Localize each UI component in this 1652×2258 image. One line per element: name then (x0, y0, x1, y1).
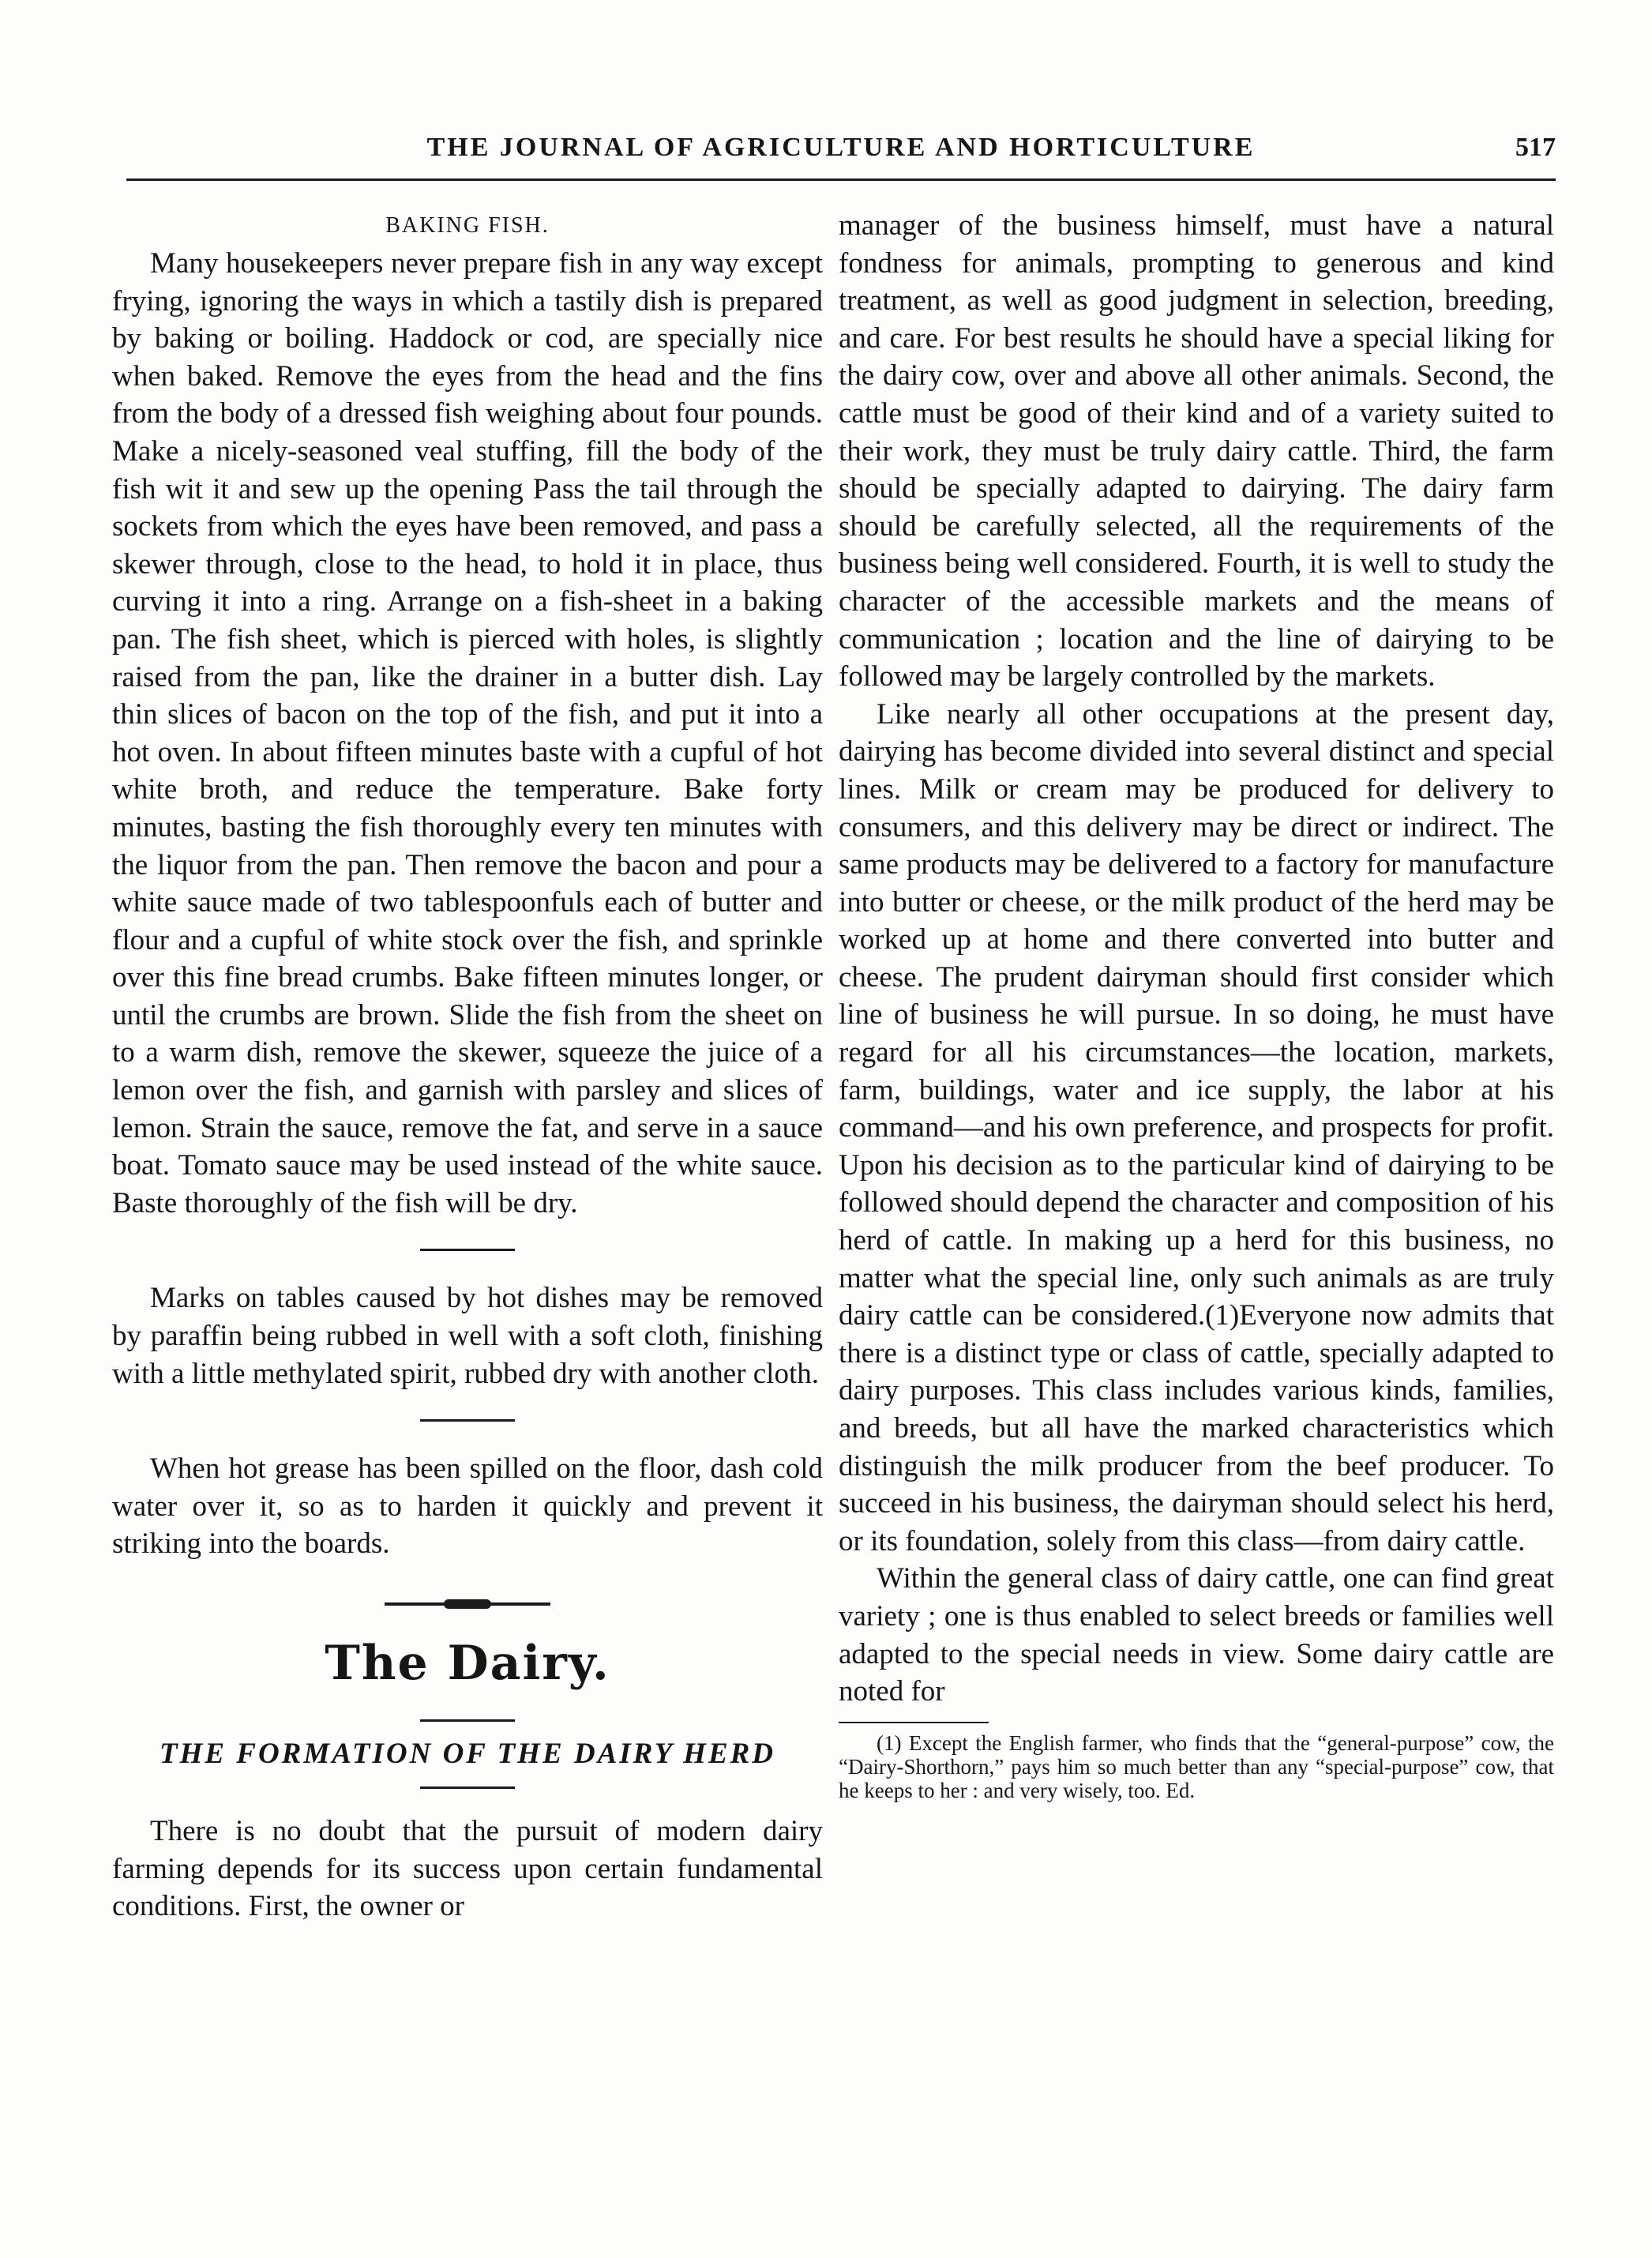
article-intro-paragraph: There is no doubt that the pursuit of modern dairy farming depends for its success upon certain fundamental conditions. First, the owner or (112, 1815, 823, 1923)
right-column (839, 207, 1554, 1802)
baking-fish-paragraph: Many housekeepers never prepare fish in any way except frying, ignoring the ways in which a tastily dish is prepared by baking or boiling. Haddock or cod, are specially nice when baked. Remove the eyes from the head and the fins from the body of a dressed fish weighing about four pounds. Make a nicely-seasoned veal stuffing, fill the body of the fish wit it and sew up the opening Pass the tail through the sockets from which the eyes have been removed, and pass a skewer through, close to the head, to hold it in place, thus curving it into a ring. Arrange on a fish-sheet in a baking pan. The fish sheet, which is pierced with holes, is slightly raised from the pan, like the drainer in a butter dish. Lay thin slices of bacon on the top of the fish, and put it into a hot oven. In about fifteen minutes baste with a cupful of hot white broth, and reduce the temperature. Bake forty minutes, basting the fish thoroughly every ten minutes with the liquor from the pan. Then remove the bacon and pour a white sauce made of two tablespoonfuls each of butter and flour and a cupful of white stock over the fish, and sprinkle over this fine bread crumbs. Bake fifteen minutes longer, or until the crumbs are brown. Slide the fish from the sheet on to a warm dish, remove the skewer, squeeze the juice of a lemon over the fish, and garnish with parsley and slices of lemon. Strain the sauce, remove the fat, and serve in a sauce boat. Tomato sauce may be used instead of the white sauce. Baste thoroughly of the fish will be dry. (112, 247, 823, 1219)
header-rule (126, 178, 1556, 181)
article-paragraph: Like nearly all other occupations at the present day, dairying has become divided into several distinct and special lines. Milk or cream may be produced for delivery to consumers, and this delivery may be direct or indirect. The same products may be delivered to a factory for manufacture into butter or cheese, or the milk product of the herd may be worked up at home and there converted into butter and cheese. The prudent dairyman should first consider which line of business he will pursue. In so doing, he must have regard for all his circumstances—the location, markets, farm, buildings, water and ice supply, the labor at his command—and his own preference, and prospects for profit. Upon his decision as to the particular kind of dairying to be followed should depend the character and composition of his herd of cattle. In making up a herd for this business, no matter what the special line, only such animals as are truly dairy cattle can be considered.(1)Everyone now admits that there is a distinct type or class of cattle, specially adapted to dairy purposes. This class includes various kinds, families, and breeds, but all have the marked characteristics which distinguish the milk producer from the beef producer. To succeed in his business, the dairyman should select his herd, or its foundation, solely from this class—from dairy cattle. (839, 697, 1554, 1557)
article-title: THE FORMATION OF THE DAIRY HERD (159, 1738, 776, 1770)
page-number: 517 (1515, 133, 1556, 162)
running-header (126, 125, 1556, 180)
left-column (112, 207, 823, 1925)
footnote: (1) Except the English farmer, who finds that the “general-purpose” cow, the “Dairy-Shorthorn,” pays him so much better than any “special-purpose” cow, that he keeps to her : and very wisely, too. Ed. (839, 1730, 1554, 1802)
footnote-rule (839, 1722, 989, 1723)
hot-grease-tip: When hot grease has been spilled on the floor, dash cold water over it, so as to harden it quickly and prevent it striking into the boards. (112, 1452, 823, 1561)
department-title: The Dairy. (325, 1636, 610, 1691)
baking-fish-heading: BAKING FISH. (385, 213, 550, 238)
ornamental-divider (385, 1602, 550, 1606)
article-paragraph: Within the general class of dairy cattle, one can find great variety ; one is thus enabled to select breeds or families well adapted to the special needs in view. Some dairy cattle are noted for (839, 1562, 1554, 1708)
article-paragraph-continued: manager of the business himself, must have a natural fondness for animals, prompting to generous and kind treatment, as well as good judgment in selection, breeding, and care. For best results he should have a special liking for the dairy cow, over and above all other animals. Second, the cattle must be good of their kind and of a variety suited to their work, they must be truly dairy cattle. Third, the farm should be specially adapted to dairying. The dairy farm should be carefully selected, all the requirements of the business being well considered. Fourth, it is well to study the character of the accessible markets and the means of communication ; location and the line of dairying to be followed may be largely controlled by the markets. (839, 209, 1554, 693)
marks-on-tables-tip: Marks on tables caused by hot dishes may be removed by paraffin being rubbed in well with a soft cloth, finishing with a little methylated spirit, rubbed dry with another cloth. (112, 1282, 823, 1390)
journal-title: THE JOURNAL OF AGRICULTURE AND HORTICULTURE (426, 133, 1256, 162)
